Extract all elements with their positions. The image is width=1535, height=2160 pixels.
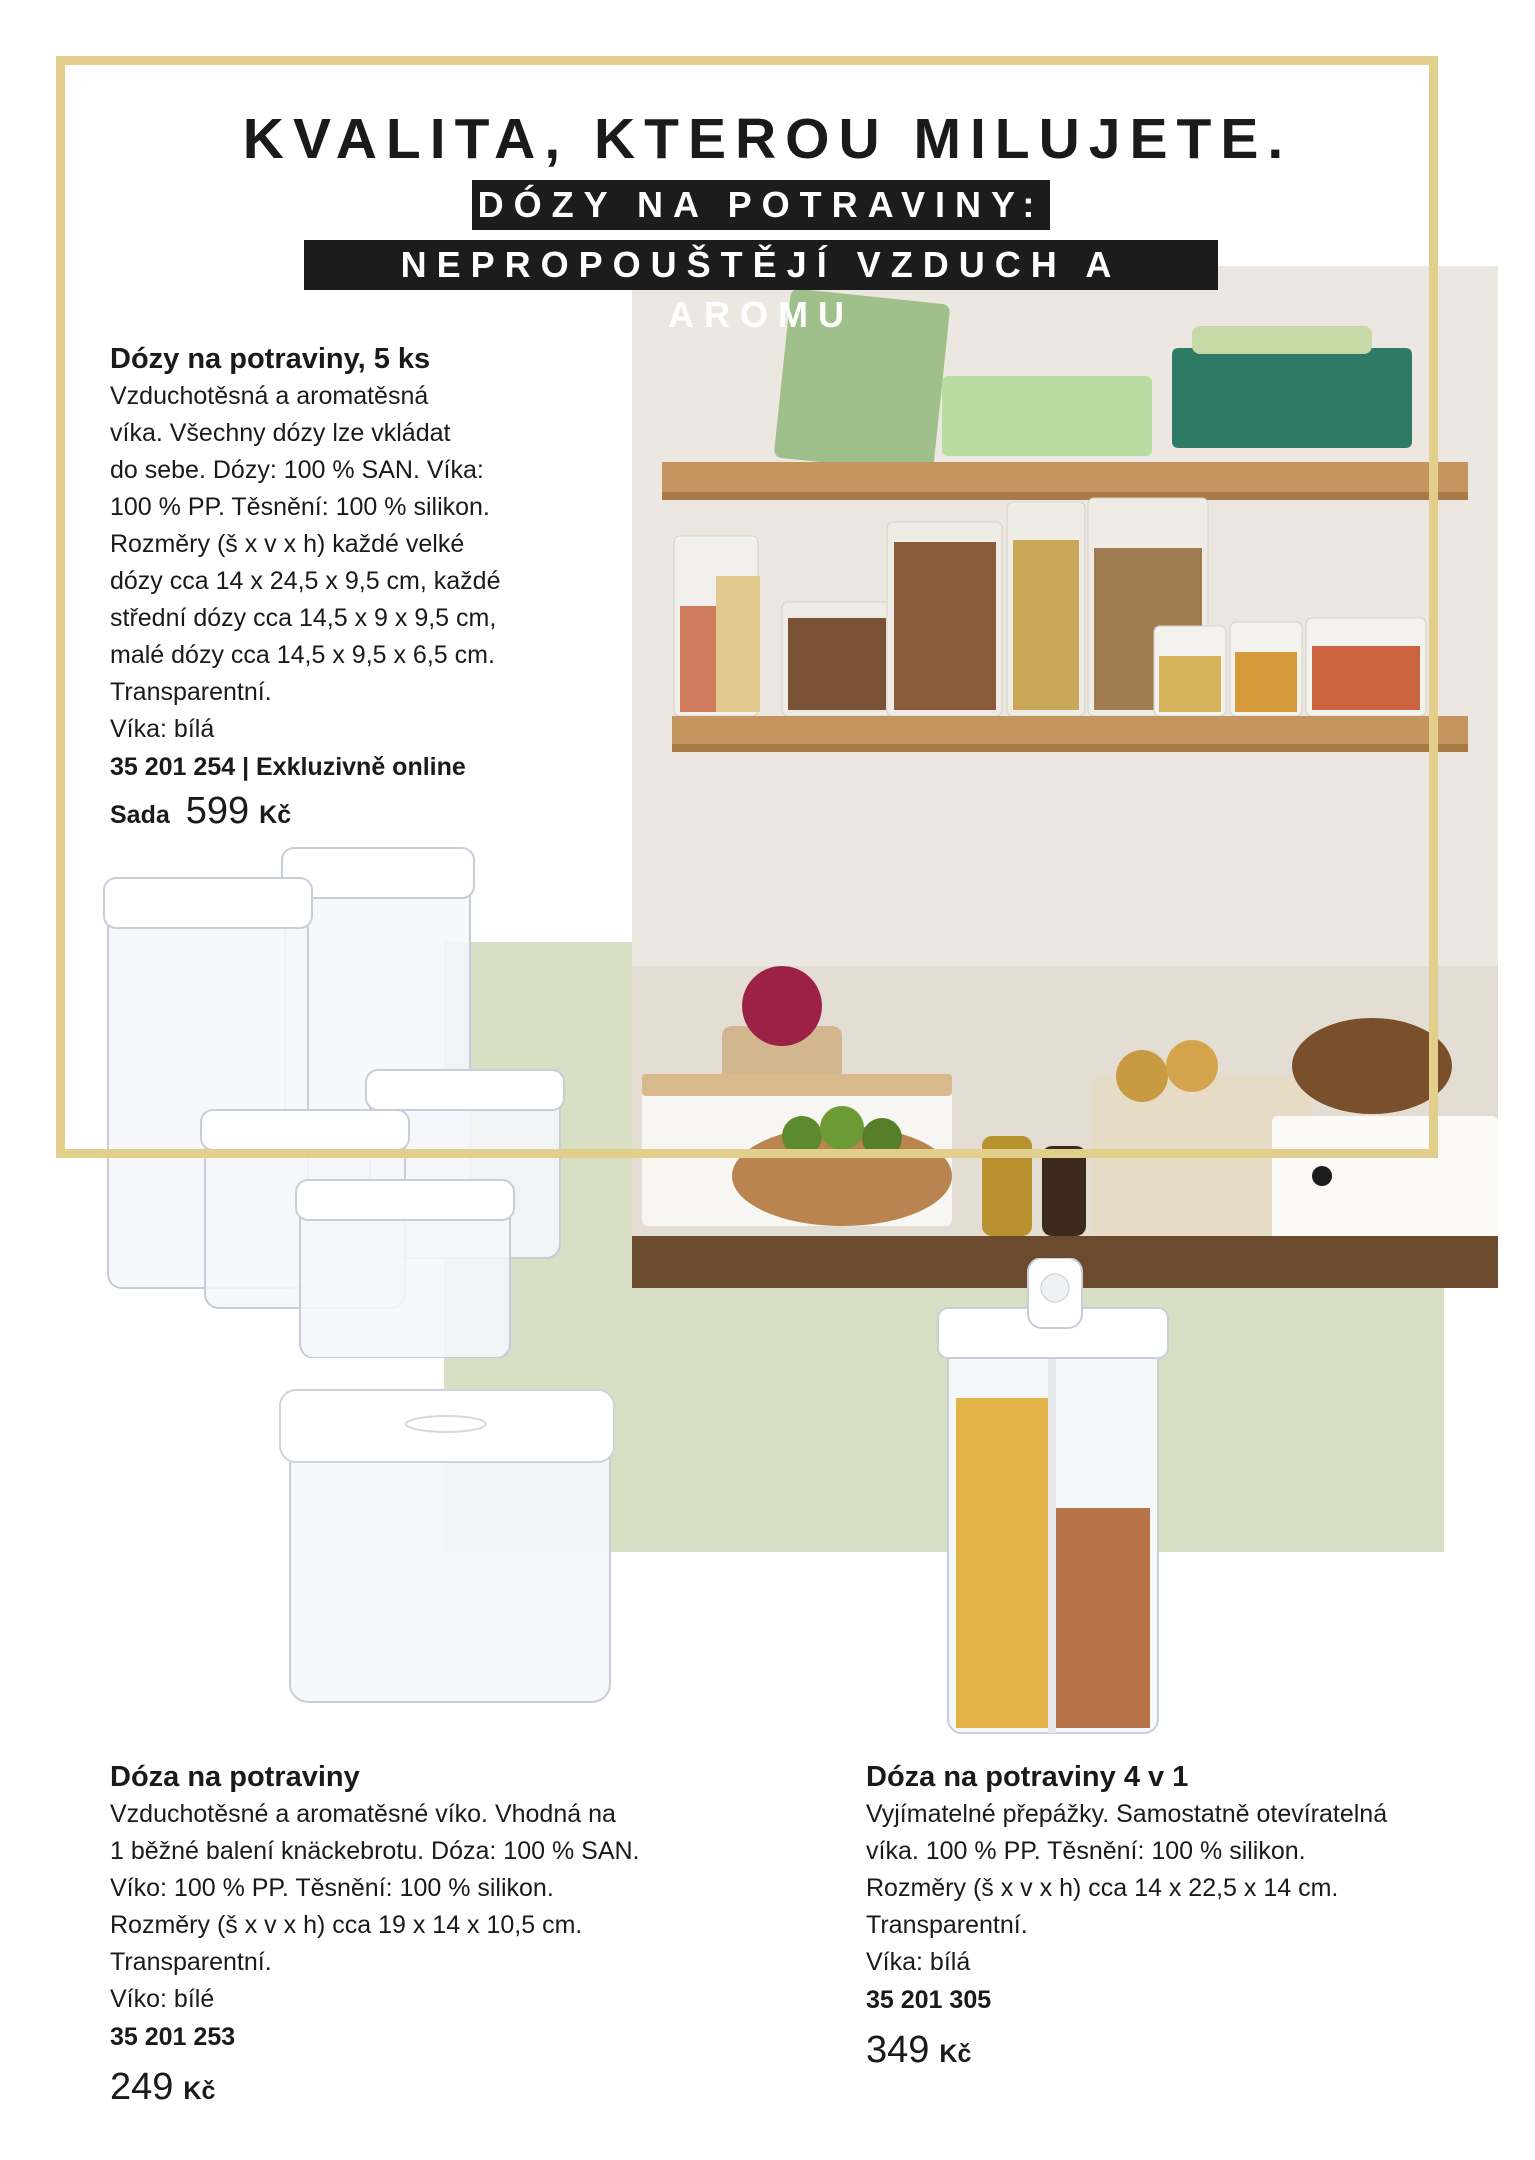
price-currency: Kč	[259, 801, 292, 829]
description-line: Víka: bílá	[866, 1948, 971, 1976]
product-2-description	[110, 1796, 710, 2018]
price-label: Sada	[110, 801, 170, 829]
product-3-sku: 35 201 305	[866, 1986, 992, 2014]
price-currency: Kč	[183, 2077, 216, 2105]
product-3-description	[866, 1796, 1466, 1981]
description-line: Vzduchotěsná a aromatěsná	[110, 382, 429, 410]
price-currency: Kč	[939, 2040, 972, 2068]
product-1-title: Dózy na potraviny, 5 ks	[110, 343, 431, 375]
price-value: 349	[866, 2029, 930, 2071]
description-line: do sebe. Dózy: 100 % SAN. Víka:	[110, 456, 484, 484]
description-line: Rozměry (š x v x h) cca 14 x 22,5 x 14 cm.	[866, 1874, 1339, 1902]
page-headline: KVALITA, KTEROU MILUJETE.	[242, 107, 1293, 171]
description-line: Víko: 100 % PP. Těsnění: 100 % silikon.	[110, 1874, 554, 1902]
description-line: Transparentní.	[110, 678, 272, 706]
price-value: 249	[110, 2066, 174, 2108]
description-line: Rozměry (š x v x h) cca 19 x 14 x 10,5 cm.	[110, 1911, 583, 1939]
product-2-sku: 35 201 253	[110, 2023, 236, 2051]
product-1-image	[100, 838, 570, 1358]
product-1-price	[110, 790, 550, 833]
description-line: Víka: bílá	[110, 715, 215, 743]
description-line: Transparentní.	[110, 1948, 272, 1976]
product-1-info	[110, 340, 550, 833]
product-1-description	[110, 378, 550, 748]
product-2-info	[110, 1758, 710, 2109]
kitchen-shelf-photo	[632, 266, 1498, 1288]
description-line: Rozměry (š x v x h) každé velké	[110, 530, 465, 558]
banner-line-1: DÓZY NA POTRAVINY:	[472, 180, 1050, 230]
description-line: Vyjímatelné přepážky. Samostatně otevíratelná	[866, 1800, 1388, 1828]
product-2-title: Dóza na potraviny	[110, 1761, 360, 1793]
description-line: Vzduchotěsné a aromatěsné víko. Vhodná na	[110, 1800, 616, 1828]
description-line: dózy cca 14 x 24,5 x 9,5 cm, každé	[110, 567, 501, 595]
description-line: 100 % PP. Těsnění: 100 % silikon.	[110, 493, 490, 521]
description-line: Transparentní.	[866, 1911, 1028, 1939]
product-3-image	[928, 1258, 1178, 1738]
banner-line-2: NEPROPOUŠTĚJÍ VZDUCH A AROMU	[304, 240, 1218, 290]
product-2-price	[110, 2066, 710, 2109]
description-line: víka. 100 % PP. Těsnění: 100 % silikon.	[866, 1837, 1306, 1865]
description-line: 1 běžné balení knäckebrotu. Dóza: 100 % SAN.	[110, 1837, 640, 1865]
product-2-image	[276, 1382, 618, 1708]
description-line: Víko: bílé	[110, 1985, 215, 2013]
product-3-info	[866, 1758, 1466, 2072]
description-line: víka. Všechny dózy lze vkládat	[110, 419, 451, 447]
description-line: střední dózy cca 14,5 x 9 x 9,5 cm,	[110, 604, 497, 632]
product-3-price	[866, 2029, 1466, 2072]
price-value: 599	[185, 790, 250, 832]
product-3-title: Dóza na potraviny 4 v 1	[866, 1761, 1189, 1793]
description-line: malé dózy cca 14,5 x 9,5 x 6,5 cm.	[110, 641, 495, 669]
product-1-sku: 35 201 254 | Exkluzivně online	[110, 753, 466, 781]
